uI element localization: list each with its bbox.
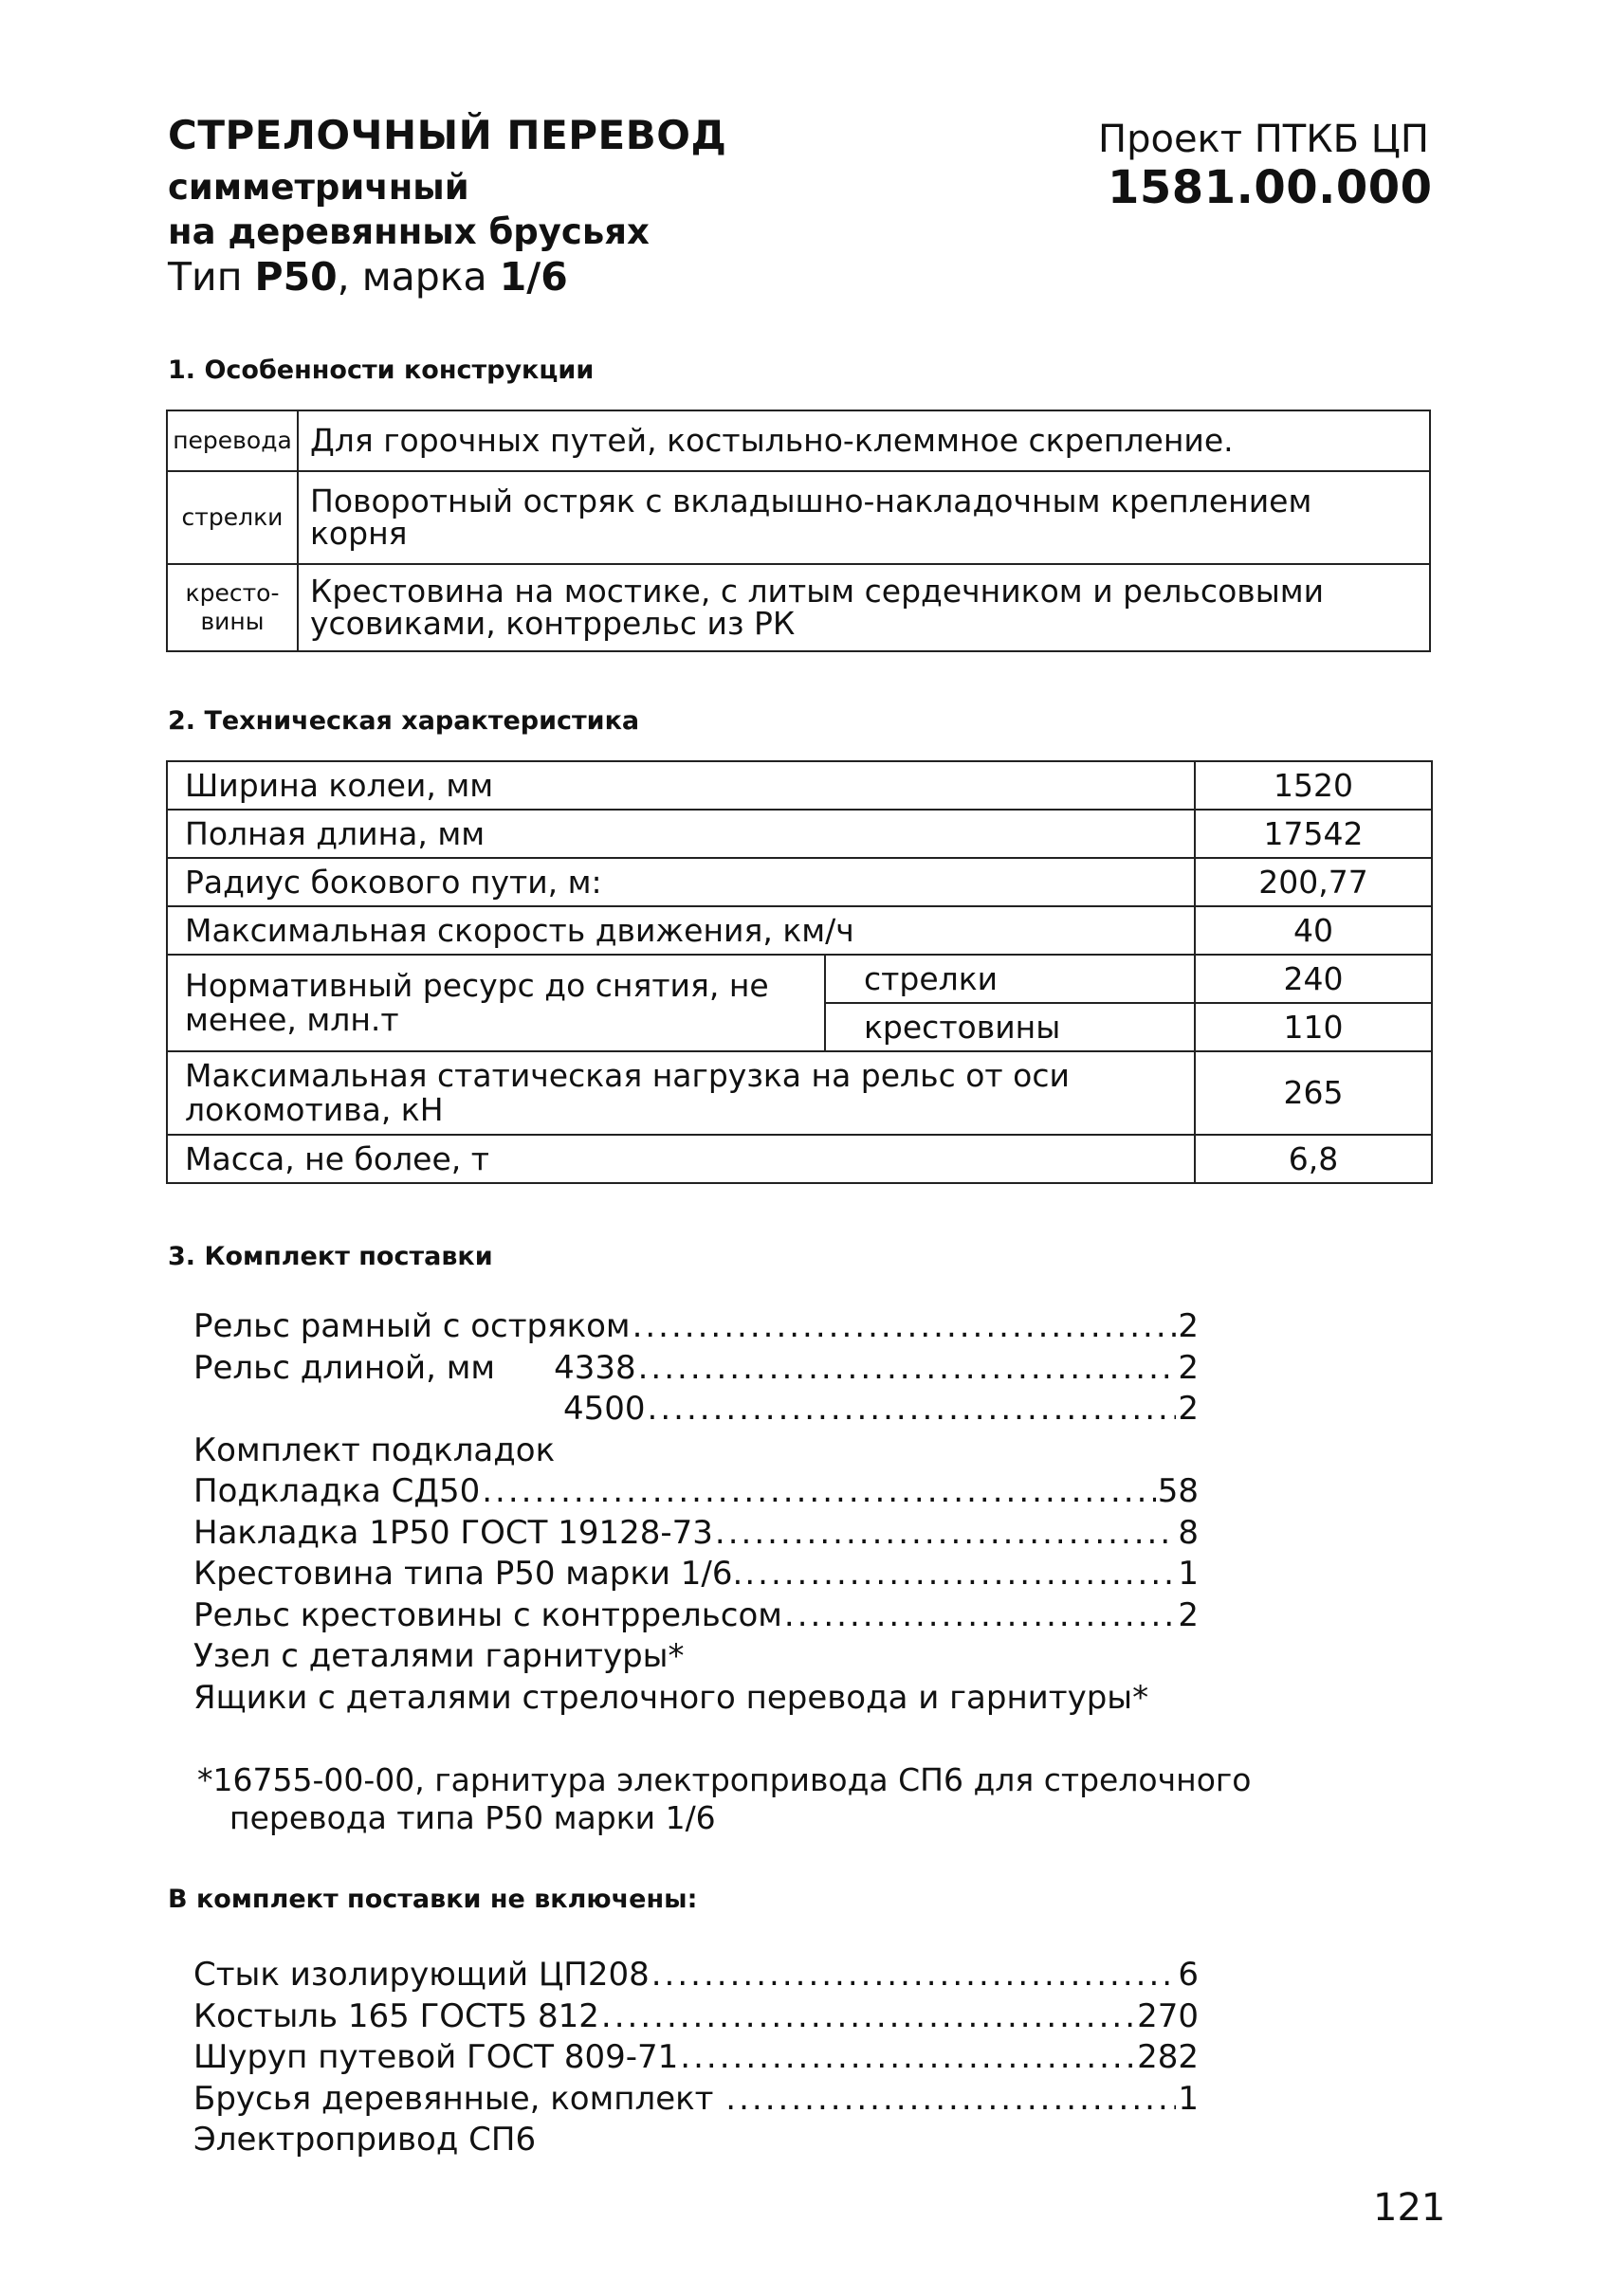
item-name: Крестовина типа Р50 марки 1/6. bbox=[193, 1555, 743, 1593]
item-qty: 8 bbox=[1178, 1513, 1199, 1552]
item-qty: 2 bbox=[1178, 1390, 1199, 1428]
table-row bbox=[167, 471, 1430, 564]
spec-value: 40 bbox=[1195, 906, 1432, 955]
design-features-table bbox=[166, 410, 1431, 652]
table-row bbox=[167, 1135, 1432, 1183]
list-item bbox=[193, 1595, 1199, 1637]
item-name: Комплект подкладок bbox=[193, 1430, 556, 1469]
list-item bbox=[193, 1996, 1199, 2038]
item-qty: 2 bbox=[1178, 1307, 1199, 1345]
item-qty: 58 bbox=[1157, 1472, 1199, 1510]
dot-leader bbox=[632, 1306, 1177, 1348]
document-subtitle-2: на деревянных брусьях bbox=[168, 211, 650, 252]
spec-label: Максимальная статическая нагрузка на рельс от оси локомотива, кН bbox=[167, 1051, 1195, 1135]
table-row bbox=[167, 410, 1430, 471]
list-item bbox=[193, 1389, 1199, 1430]
item-name: Брусья деревянные, комплект bbox=[193, 2079, 724, 2118]
spec-value: 17542 bbox=[1195, 810, 1432, 858]
dot-leader bbox=[601, 1996, 1135, 2038]
spec-label: Нормативный ресурс до снятия, не менее, млн.т bbox=[167, 955, 825, 1051]
spec-value: 6,8 bbox=[1195, 1135, 1432, 1183]
spec-label: Максимальная скорость движения, км/ч bbox=[167, 906, 1195, 955]
excluded-list bbox=[193, 1955, 1199, 2161]
item-name: Шуруп путевой ГОСТ 809-71 bbox=[193, 2038, 679, 2076]
list-item bbox=[193, 2120, 1199, 2161]
section-1-heading: 1. Особенности конструкции bbox=[168, 355, 595, 385]
feature-label: перевода bbox=[167, 410, 298, 471]
spec-value: 240 bbox=[1195, 955, 1432, 1003]
spec-label: Полная длина, мм bbox=[167, 810, 1195, 858]
feature-text: Поворотный остряк с вкладышно-накладочным креплением корня bbox=[298, 471, 1430, 564]
list-item bbox=[193, 1513, 1199, 1555]
item-name: Костыль 165 ГОСТ5 812 bbox=[193, 1996, 599, 2035]
item-size: 4338 bbox=[554, 1348, 636, 1387]
list-item bbox=[193, 2079, 1199, 2121]
list-item bbox=[193, 1348, 1199, 1390]
item-qty: 1 bbox=[1178, 1555, 1199, 1593]
list-item bbox=[193, 1430, 1199, 1472]
dot-leader bbox=[744, 1554, 1176, 1595]
feature-label: кресто- вины bbox=[167, 564, 298, 651]
page-number: 121 bbox=[1373, 2186, 1446, 2230]
item-qty: 2 bbox=[1178, 1595, 1199, 1634]
footnote-line-1: *16755-00-00, гарнитура электропривода СП6 для стрелочного bbox=[197, 1761, 1252, 1798]
section-3-heading: 3. Комплект поставки bbox=[168, 1242, 493, 1271]
spec-value: 1520 bbox=[1195, 761, 1432, 810]
dot-leader bbox=[482, 1471, 1156, 1513]
item-name: Рельс рамный с остряком bbox=[193, 1307, 631, 1345]
spec-value: 265 bbox=[1195, 1051, 1432, 1135]
item-name: Рельс длиной, мм bbox=[193, 1348, 496, 1387]
spec-label: Ширина колеи, мм bbox=[167, 761, 1195, 810]
table-row bbox=[167, 564, 1430, 651]
list-item bbox=[193, 1636, 1199, 1678]
excluded-heading: В комплект поставки не включены: bbox=[168, 1885, 698, 1914]
spec-sublabel: крестовины bbox=[825, 1003, 1195, 1051]
item-name: Узел с деталями гарнитуры* bbox=[193, 1637, 685, 1675]
item-qty: 270 bbox=[1137, 1996, 1199, 2035]
section-2-heading: 2. Техническая характеристика bbox=[168, 706, 640, 736]
table-row bbox=[167, 810, 1432, 858]
table-row bbox=[167, 955, 1432, 1003]
switch-mark: 1/6 bbox=[499, 254, 568, 300]
item-qty: 2 bbox=[1178, 1348, 1199, 1387]
spec-value: 110 bbox=[1195, 1003, 1432, 1051]
item-name: Накладка 1Р50 ГОСТ 19128-73 bbox=[193, 1513, 713, 1552]
document-subtitle-1: симметричный bbox=[168, 167, 469, 208]
list-item bbox=[193, 2037, 1199, 2079]
item-name: Ящики с деталями стрелочного перевода и гарнитуры* bbox=[193, 1678, 1149, 1717]
type-prefix: Тип bbox=[168, 254, 255, 300]
technical-specs-table bbox=[166, 760, 1433, 1184]
type-separator: , марка bbox=[337, 254, 500, 300]
spec-sublabel: стрелки bbox=[825, 955, 1195, 1003]
feature-text: Для горочных путей, костыльно-клеммное скрепление. bbox=[298, 410, 1430, 471]
dot-leader bbox=[651, 1955, 1177, 1996]
list-item bbox=[193, 1678, 1199, 1720]
item-name: Подкладка СД50 bbox=[193, 1472, 481, 1510]
dot-leader bbox=[638, 1348, 1177, 1390]
project-code: 1581.00.000 bbox=[1108, 161, 1433, 214]
dot-leader bbox=[715, 1513, 1176, 1555]
list-item bbox=[193, 1955, 1199, 1996]
spec-value: 200,77 bbox=[1195, 858, 1432, 906]
item-qty: 6 bbox=[1178, 1956, 1199, 1994]
document-type-line bbox=[168, 254, 568, 300]
table-row bbox=[167, 906, 1432, 955]
footnote bbox=[197, 1761, 1251, 1837]
spec-label: Масса, не более, т bbox=[167, 1135, 1195, 1183]
footnote-line-2: перевода типа Р50 марки 1/6 bbox=[229, 1799, 716, 1836]
table-row bbox=[167, 761, 1432, 810]
rail-type: Р50 bbox=[254, 254, 338, 300]
list-item bbox=[193, 1471, 1199, 1513]
table-row bbox=[167, 1051, 1432, 1135]
item-size: 4500 bbox=[563, 1390, 646, 1428]
dot-leader bbox=[725, 2079, 1176, 2121]
feature-text: Крестовина на мостике, с литым сердечником и рельсовыми усовиками, контррельс из РК bbox=[298, 564, 1430, 651]
item-name: Рельс крестовины с контррельсом bbox=[193, 1595, 782, 1634]
dot-leader bbox=[680, 2037, 1135, 2079]
item-name: Стык изолирующий ЦП208 bbox=[193, 1956, 650, 1994]
dot-leader bbox=[648, 1389, 1177, 1430]
dot-leader bbox=[784, 1595, 1176, 1637]
item-qty: 282 bbox=[1137, 2038, 1199, 2076]
list-item bbox=[193, 1306, 1199, 1348]
item-name: Электропривод СП6 bbox=[193, 2121, 537, 2159]
spec-label: Радиус бокового пути, м: bbox=[167, 858, 1195, 906]
document-title: СТРЕЛОЧНЫЙ ПЕРЕВОД bbox=[168, 112, 727, 158]
item-qty: 1 bbox=[1178, 2079, 1199, 2118]
list-item bbox=[193, 1554, 1199, 1595]
delivery-list bbox=[193, 1306, 1199, 1719]
feature-label: стрелки bbox=[167, 471, 298, 564]
table-row bbox=[167, 858, 1432, 906]
project-label: Проект ПТКБ ЦП bbox=[1098, 118, 1429, 161]
